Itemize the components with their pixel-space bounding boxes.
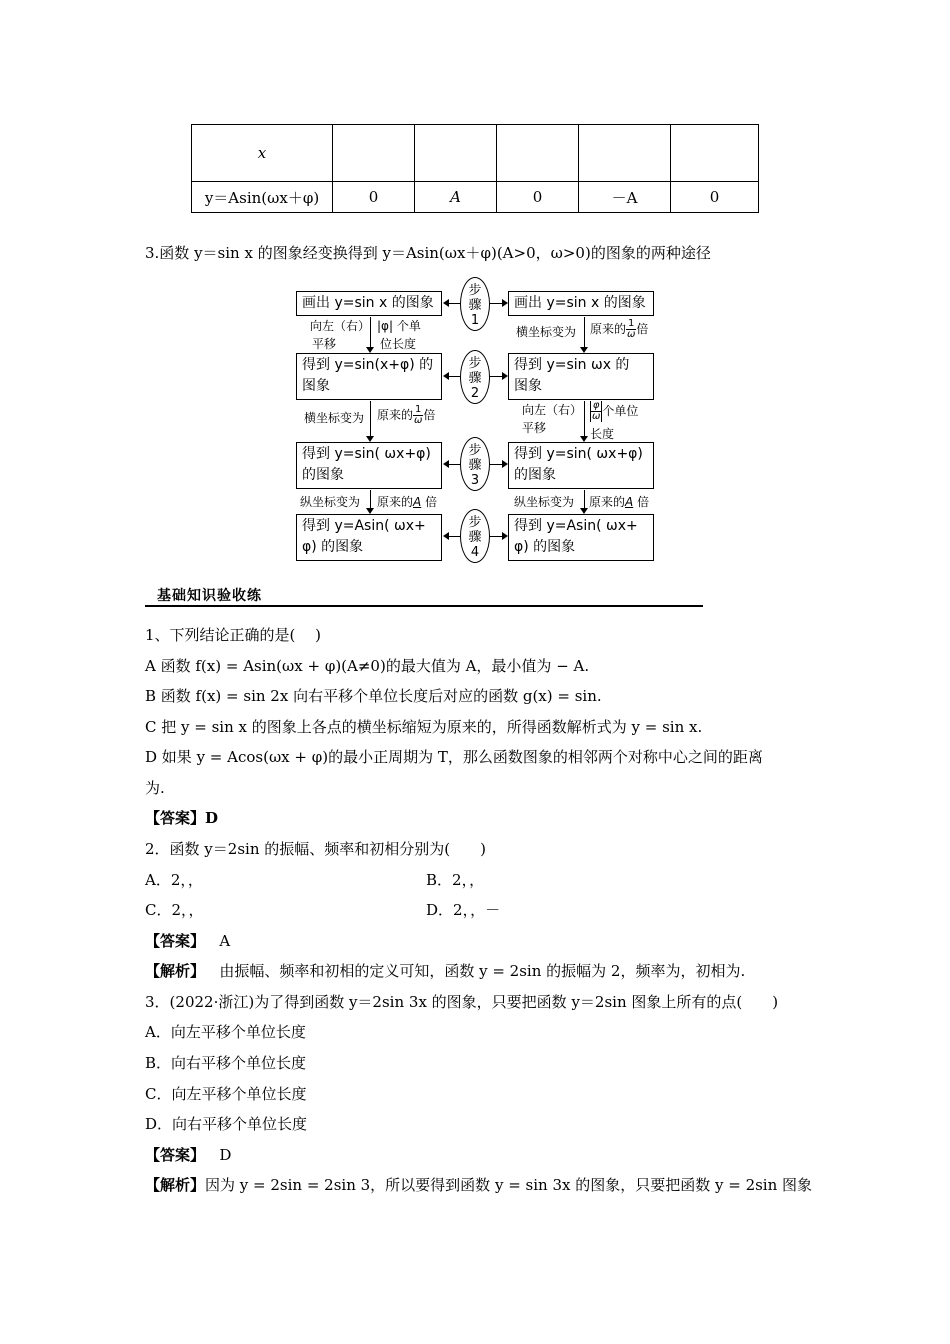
q3-analysis-label: 【解析】 xyxy=(145,1176,206,1194)
arrow-head xyxy=(366,436,374,442)
arrow-head xyxy=(443,299,449,307)
q2-option-b: B．2，， xyxy=(426,871,485,889)
table-row1-label: x xyxy=(192,125,333,182)
right-label-1b: 原来的 $\frac{1}{\omega}$ 倍 xyxy=(590,318,649,340)
arrow-head xyxy=(502,372,508,380)
q2-answer: A xyxy=(219,932,231,950)
left-label-1c: |φ| 个单 xyxy=(377,319,421,333)
q3-answer-row xyxy=(145,1145,231,1165)
right-box-3: 得到 y=sin( ωx+φ) 的图象 xyxy=(508,442,654,489)
q1-option-b: B 函数 f(x) = sin 2x 向右平移个单位长度后对应的函数 g(x) = sin. xyxy=(145,687,602,705)
q2-analysis-label: 【解析】 xyxy=(145,962,206,980)
q2-option-c: C．2，， xyxy=(145,901,204,919)
arrow-head xyxy=(443,532,449,540)
arrow-line xyxy=(448,376,460,377)
arrow-head xyxy=(443,372,449,380)
step-oval-3: 步 骤 3 xyxy=(460,437,490,491)
step-oval-1: 步 骤 1 xyxy=(460,277,490,331)
right-label-2a: 向左（右） xyxy=(522,403,583,417)
right-label-2d: 长度 xyxy=(590,427,615,441)
q3-stem: 3．(2022·浙江)为了得到函数 y＝2sin 3x 的图象，只要把函数 y＝2sin 图象上所有的点( ) xyxy=(145,993,779,1011)
left-label-2b: 原来的 $\frac{1}{\omega}$ 倍 xyxy=(377,404,436,426)
arrow-head xyxy=(366,508,374,514)
left-box-2: 得到 y=sin(x+φ) 的 图象 xyxy=(296,353,442,400)
section-header xyxy=(145,585,703,607)
value-table xyxy=(191,124,759,213)
left-label-3a: 纵坐标变为 xyxy=(300,495,361,509)
right-label-3b: 原来的A 倍 xyxy=(589,495,650,509)
q1-option-d-line2: 为. xyxy=(145,779,165,797)
arrow-line xyxy=(448,303,460,304)
arrow-head xyxy=(443,460,449,468)
right-label-3a: 纵坐标变为 xyxy=(514,495,575,509)
table-row2-label: y＝Asin(ωx＋φ) xyxy=(192,182,333,213)
arrow-head xyxy=(502,460,508,468)
q2-option-d: D．2，，－ xyxy=(426,901,501,919)
table-cell: －A xyxy=(579,182,671,213)
q2-analysis: 由振幅、频率和初相的定义可知，函数 y = 2sin 的振幅为 2，频率为，初相为. xyxy=(219,962,746,980)
table-cell: 0 xyxy=(333,182,415,213)
table-cell xyxy=(333,125,415,182)
table-cell: 0 xyxy=(497,182,579,213)
arrow-head xyxy=(580,508,588,514)
intro-text: 3.函数 y＝sin x 的图象经变换得到 y＝Asin(ωx＋φ)(A>0，ω>0)的图象的两种途径 xyxy=(145,244,711,262)
left-label-1a: 向左（右） xyxy=(310,319,371,333)
q3-option-a: A．向左平移个单位长度 xyxy=(145,1023,306,1041)
arrow-line xyxy=(448,536,460,537)
arrow-line xyxy=(584,317,585,347)
arrow-line xyxy=(490,303,502,304)
table-cell xyxy=(415,125,497,182)
left-box-4: 得到 y=Asin( ωx+ φ) 的图象 xyxy=(296,514,442,561)
table-cell xyxy=(671,125,759,182)
left-label-2a: 横坐标变为 xyxy=(304,411,365,425)
right-box-1: 画出 y=sin x 的图象 xyxy=(508,291,654,316)
q2-answer-label: 【答案】 xyxy=(145,932,206,950)
step-oval-2: 步 骤 2 xyxy=(460,350,490,404)
right-label-2c: $\frac{\varphi}{\omega}$ 个单位 xyxy=(592,400,639,422)
table-cell: 0 xyxy=(671,182,759,213)
left-label-1b: 平移 xyxy=(312,337,337,351)
step-oval-4: 步 骤 4 xyxy=(460,509,490,563)
arrow-line xyxy=(370,490,371,508)
table-cell xyxy=(579,125,671,182)
left-label-3b: 原来的A 倍 xyxy=(377,495,438,509)
arrow-line xyxy=(370,317,371,347)
table-cell: A xyxy=(415,182,497,213)
arrow-line xyxy=(448,464,460,465)
arrow-line xyxy=(584,490,585,508)
q2-stem: 2．函数 y＝2sin 的振幅、频率和初相分别为( ) xyxy=(145,840,486,858)
arrow-line xyxy=(370,401,371,436)
q3-analysis: 因为 y = 2sin = 2sin 3，所以要得到函数 y = sin 3x 的图象，只要把函数 y = 2sin 图象 xyxy=(205,1176,813,1194)
arrow-head xyxy=(366,347,374,353)
q1-stem: 1、下列结论正确的是( ) xyxy=(145,626,322,644)
right-box-4: 得到 y=Asin( ωx+ φ) 的图象 xyxy=(508,514,654,561)
q3-answer-label: 【答案】 xyxy=(145,1146,206,1164)
left-box-3: 得到 y=sin( ωx+φ) 的图象 xyxy=(296,442,442,489)
arrow-line xyxy=(490,464,502,465)
arrow-head xyxy=(502,532,508,540)
q2-analysis-row xyxy=(145,961,745,981)
q1-option-d-line1: D 如果 y = Acos(ωx + φ)的最小正周期为 T，那么函数图象的相邻两个对称中心之间的距离 xyxy=(145,748,763,766)
table-cell xyxy=(497,125,579,182)
right-box-2: 得到 y=sin ωx 的 图象 xyxy=(508,353,654,400)
section-title: 基础知识验收练 xyxy=(157,588,262,604)
section-rule xyxy=(145,605,703,607)
right-label-1a: 横坐标变为 xyxy=(516,325,577,339)
q3-analysis-row xyxy=(145,1175,812,1195)
q3-option-b: B．向右平移个单位长度 xyxy=(145,1054,307,1072)
arrow-line xyxy=(490,536,502,537)
left-box-1: 画出 y=sin x 的图象 xyxy=(296,291,442,316)
q2-option-a: A．2，， xyxy=(145,871,203,889)
arrow-head xyxy=(580,436,588,442)
arrow-head xyxy=(502,299,508,307)
arrow-head xyxy=(580,347,588,353)
q2-answer-row xyxy=(145,931,230,951)
arrow-line xyxy=(490,376,502,377)
left-label-1d: 位长度 xyxy=(380,337,417,351)
q1-answer: 【答案】D xyxy=(145,809,219,827)
q3-option-c: C．向左平移个单位长度 xyxy=(145,1085,307,1103)
q3-option-d: D．向右平移个单位长度 xyxy=(145,1115,308,1133)
q1-option-a: A 函数 f(x) = Asin(ωx + φ)(A≠0)的最大值为 A，最小值为 − A. xyxy=(145,657,590,675)
right-label-2b: 平移 xyxy=(522,421,547,435)
q1-option-c: C 把 y = sin x 的图象上各点的横坐标缩短为原来的，所得函数解析式为 y = sin x. xyxy=(145,718,703,736)
q3-answer: D xyxy=(219,1146,232,1164)
arrow-line xyxy=(584,401,585,436)
